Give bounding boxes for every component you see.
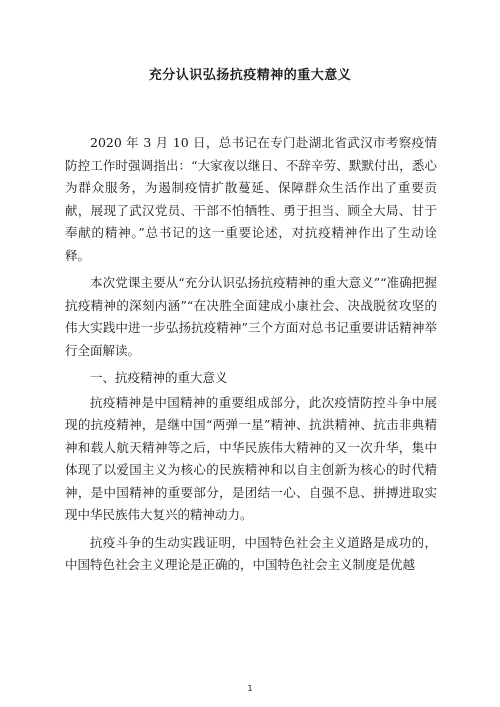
paragraph-intro: 2020 年 3 月 10 日，总书记在专门赴湖北省武汉市考察疫情防控工作时强调指出：“大家夜以继日、不辞辛劳、默默付出，悉心为群众服务，为遏制疫情扩散蔓延、保障群众生活作出了重要贡献，展现了武汉党员、干部不怕牺牲、勇于担当、顾全大局、甘于奉献的精神。”总书记的这一重要论述，对抗疫精神作出了生动诠释。 xyxy=(65,135,437,263)
section-heading: 一、抗疫精神的重大意义 xyxy=(90,370,228,385)
document-body xyxy=(65,132,437,582)
document-title: 充分认识弘扬抗疫精神的重大意义 xyxy=(148,68,352,83)
page-number: 1 xyxy=(247,684,253,693)
paragraph-outline: 本次党课主要从“充分认识弘扬抗疫精神的重大意义”“准确把握抗疫精神的深刻内涵”“在决胜全面建成小康社会、决战脱贫攻坚的伟大实践中进一步弘扬抗疫精神”三个方面对总书记重要讲话精神举行全面解读。 xyxy=(65,275,437,358)
paragraph-significance: 抗疫精神是中国精神的重要组成部分，此次疫情防控斗争中展现的抗疫精神，是继中国“两弹一星”精神、抗洪精神、抗击非典精神和载人航天精神等之后，中华民族伟大精神的又一次升华，集中体现了以爱国主义为核心的民族精神和以自主创新为核心的时代精神，是中国精神的重要部分，是团结一心、自强不息、拼搏进取实现中华民族伟大复兴的精神动力。 xyxy=(65,394,437,522)
paragraph-practice: 抗疫斗争的生动实践证明，中国特色社会主义道路是成功的，中国特色社会主义理论是正确的，中国特色社会主义制度是优越 xyxy=(65,534,437,572)
